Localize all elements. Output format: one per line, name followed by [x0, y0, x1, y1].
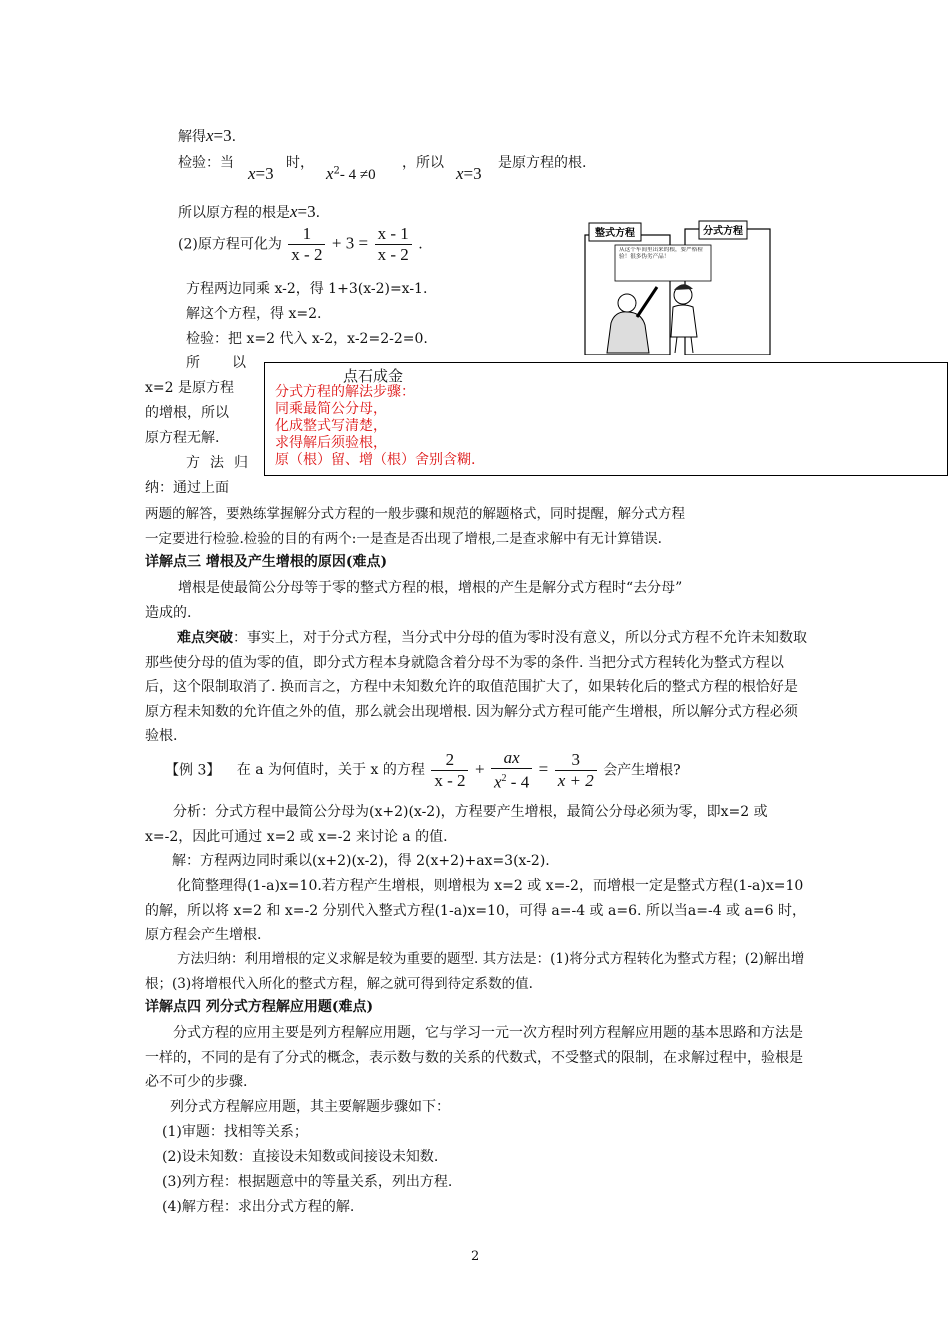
- ex3-fraction-2: $\frac{ax}{x^2 - 4}$: [491, 748, 532, 793]
- example-3-label: 【例 3】: [165, 762, 221, 779]
- step-item: (3)列方程：根据题意中的等量关系，列出方程.: [162, 1174, 453, 1190]
- step-item: (1)审题：找相等关系；: [162, 1124, 308, 1140]
- root-line: 所以原方程的根是x=3.: [178, 202, 321, 221]
- check-extraneous-line: 检验：把 x=2 代入 x-2，x-2=2-2=0.: [186, 331, 428, 347]
- so-word-1: 所: [186, 355, 200, 371]
- check-line: 检验：当 x=3 时， $x^2-$ 4 ≠0 ，所以 x=3 是原方程的根.: [178, 155, 587, 183]
- ex3-fraction-1: $\frac{2}{x - 2}$: [431, 750, 468, 791]
- section-3-heading: 详解点三 增根及产生增根的原因(难点): [145, 554, 388, 570]
- example-3-line: 【例 3】 在 a 为何值时，关于 x 的方程 $\frac{2}{x - 2}$ + $\frac{ax}{x^2 - 4}$ = $\frac{3}{x + 2}$ 会产生增根?: [165, 748, 681, 792]
- tip-title: 点石成金: [343, 367, 404, 385]
- fraction-1: $\frac{1}{x - 2}$: [288, 224, 325, 265]
- page-number: 2: [471, 1249, 480, 1264]
- step-item: (2)设未知数：直接设未知数或间接设未知数.: [162, 1149, 439, 1165]
- equation-2-line: (2)原方程可化为 $\frac{1}{x - 2}$ + 3 = $\frac{x - 1}{x - 2}$ .: [178, 224, 423, 264]
- tip-line: 分式方程的解法步骤：: [275, 384, 415, 400]
- solution-paragraph-2: 化简整理得(1-a)x=10.若方程产生增根，则增根为 x=2 或 x=-2，而增根一定是整式方程(1-a)x=10 的解，所以将 x=2 和 x=-2 分别代入整式方程(1-a)x=10，可得 a=-4 或 a=6. 所以当a=-4 或 a=6 时，原方程会产生增根.: [145, 878, 806, 943]
- left-wrap-1: x=2 是原方程: [145, 380, 234, 396]
- ex3-fraction-3: $\frac{3}{x + 2}$: [555, 750, 597, 791]
- tip-box: [264, 362, 948, 476]
- left-wrap-3: 原方程无解.: [145, 430, 220, 446]
- method-word-1: 方: [186, 455, 200, 471]
- speech-bubble-text: 从这个车间里出来的根，要严格检验！很多伪劣产品！: [619, 247, 703, 260]
- tip-line: 化成整式写清楚，: [275, 418, 387, 434]
- analysis-paragraph: 分析：分式方程中最简公分母为(x+2)(x-2)，方程要产生增根，最简公分母必须为零，即x=2 或 x=-2，因此可通过 x=2 或 x=-2 来讨论 a 的值.: [145, 804, 768, 845]
- sec4-paragraph-1: 分式方程的应用主要是列方程解应用题，它与学习一元一次方程时列方程解应用题的基本思路和方法是一样的，不同的是有了分式的概念，表示数与数的关系的代数式，不受整式的限制，在求解过程中，验根是必不可少的步骤.: [145, 1025, 803, 1090]
- tip-line: 原（根）留、增（根）舍别含糊.: [275, 452, 476, 468]
- tip-line: 求得解后须验根，: [275, 435, 387, 451]
- solve-equation-line: 解这个方程，得 x=2.: [186, 306, 322, 322]
- step-item: (4)解方程：求出分式方程的解.: [162, 1199, 355, 1215]
- sign-integral-equation: 整式方程: [595, 228, 635, 239]
- difficulty-paragraph: 难点突破：事实上，对于分式方程，当分式中分母的值为零时没有意义，所以分式方程不允许未知数取那些使分母的值为零的值，即分式方程本身就隐含着分母不为零的条件. 当把分式方程转化为整式方程以后，这个限制取消了. 换而言之，方程中未知数允许的取值范围扩大了，如果转化后的整式方程的根恰好是原方程未知数的允许值之外的值，那么就会出现增根. 因为解分式方程可能产生增根，所以解分式方程必须验根.: [145, 630, 807, 744]
- method-summary-paragraph: 方法归纳：利用增根的定义求解是较为重要的题型. 其方法是：(1)将分式方程转化为整式方程；(2)解出增根；(3)将增根代入所化的整式方程，解之就可得到待定系数的值.: [145, 951, 805, 992]
- cartoon-illustration: [575, 215, 775, 355]
- method-word-3: 归: [234, 455, 248, 471]
- left-wrap-2: 的增根，所以: [145, 405, 229, 421]
- multiply-line: 方程两边同乘 x-2，得 1+3(x-2)=x-1.: [186, 281, 428, 297]
- solve-line: 解得x=3.: [178, 126, 237, 145]
- sign-fractional-equation: 分式方程: [703, 226, 743, 237]
- fraction-2: $\frac{x - 1}{x - 2}$: [375, 224, 412, 265]
- method-word-2: 法: [210, 455, 224, 471]
- sec3-para1-a: 增根是使最简公分母等于零的整式方程的根，增根的产生是解分式方程时“去分母”: [178, 580, 683, 596]
- summary-line-1: 两题的解答，要熟练掌握解分式方程的一般步骤和规范的解题格式，同时提醒，解分式方程: [145, 506, 685, 522]
- solution-line-1: 解：方程两边同时乘以(x+2)(x-2)，得 2(x+2)+ax=3(x-2).: [172, 853, 550, 869]
- section-4-heading: 详解点四 列分式方程解应用题(难点): [145, 999, 374, 1015]
- difficulty-label: 难点突破: [177, 630, 233, 646]
- so-word-2: 以: [232, 355, 246, 371]
- summary-line-2: 一定要进行检验.检验的目的有两个:一是查是否出现了增根,二是查求解中有无计算错误.: [145, 531, 662, 547]
- left-wrap-5: 纳：通过上面: [145, 480, 229, 496]
- sec4-paragraph-2: 列分式方程解应用题，其主要解题步骤如下：: [170, 1099, 450, 1115]
- sec3-para1-b: 造成的.: [145, 605, 192, 621]
- tip-line: 同乘最简公分母，: [275, 401, 387, 417]
